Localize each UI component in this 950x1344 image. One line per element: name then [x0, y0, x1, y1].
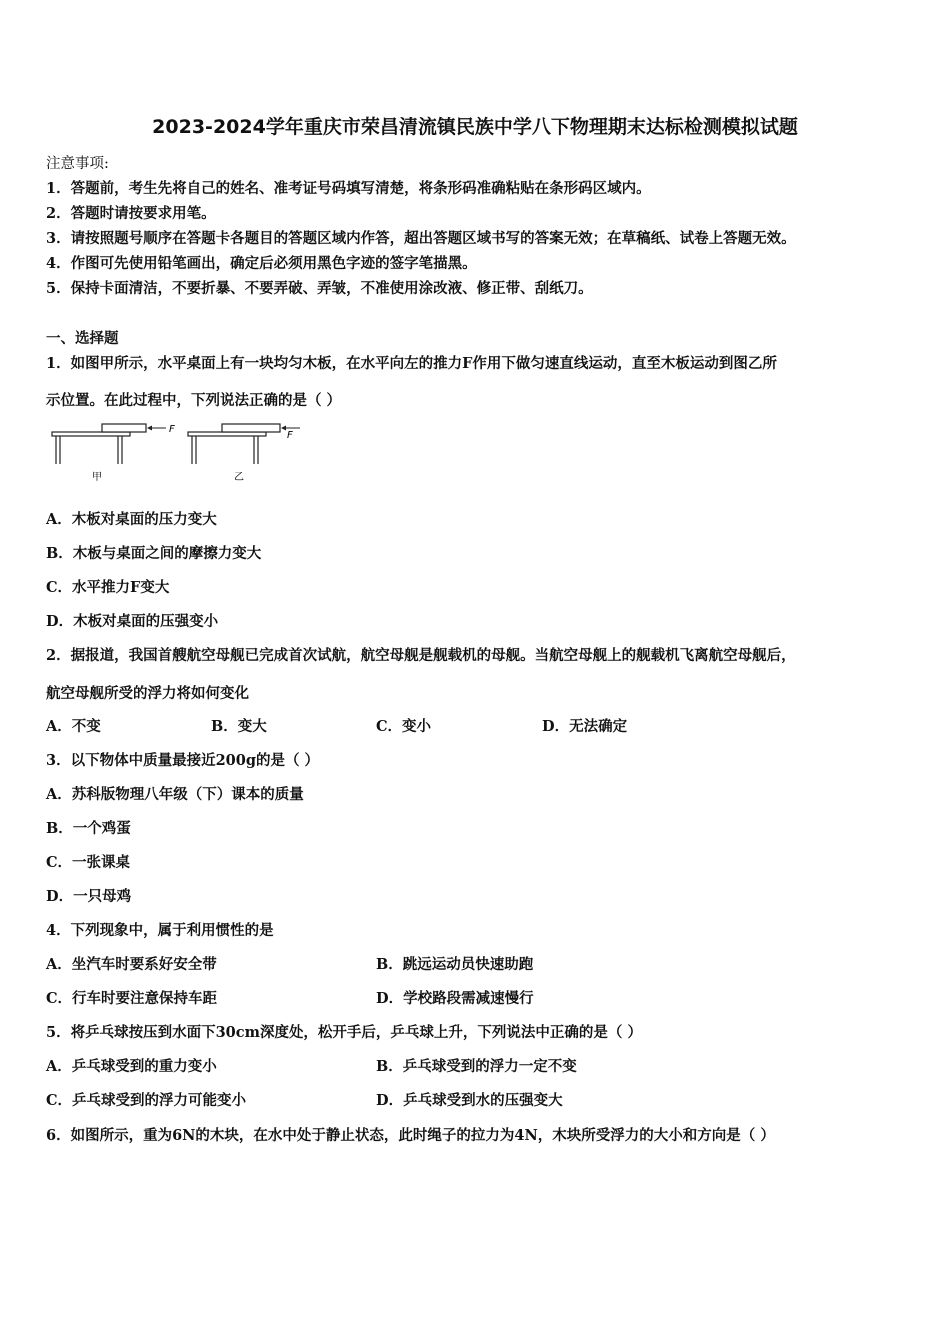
notice-item: 5．保持卡面清洁，不要折暴、不要弄破、弄皱，不准使用涂改液、修正带、刮纸刀。: [46, 280, 593, 297]
q1-option-d: D．木板对桌面的压强变小: [46, 613, 219, 630]
question-4-text: 4．下列现象中，属于利用惯性的是: [46, 922, 274, 939]
q2-option-b: B．变大: [211, 718, 267, 735]
question-1-text: 1．如图甲所示，水平桌面上有一块均匀木板，在水平向左的推力F作用下做匀速直线运动，直至木板运动到图乙所: [46, 355, 777, 372]
question-2-text-cont: 航空母舰所受的浮力将如何变化: [46, 685, 249, 702]
q2-option-a: A．不变: [46, 718, 101, 735]
notice-item: 4．作图可先使用铅笔画出，确定后必须用黑色字迹的签字笔描黑。: [46, 255, 477, 272]
q5-option-c: C．乒乓球受到的浮力可能变小: [46, 1092, 247, 1109]
question-2-text: 2．据报道，我国首艘航空母舰已完成首次试航，航空母舰是舰载机的母舰。当航空母舰上的舰载机飞离航空母舰后，: [46, 647, 796, 664]
notice-heading: 注意事项:: [46, 156, 109, 172]
notice-item: 3．请按照题号顺序在答题卡各题目的答题区域内作答，超出答题区域书写的答案无效；在草稿纸、试卷上答题无效。: [46, 230, 796, 247]
q4-option-a: A．坐汽车时要系好安全带: [46, 956, 217, 973]
q1-option-c: C．水平推力F变大: [46, 579, 170, 596]
notice-item: 1．答题前，考生先将自己的姓名、准考证号码填写清楚，将条形码准确粘贴在条形码区域内。: [46, 180, 651, 197]
q3-option-a: A．苏科版物理八年级（下）课本的质量: [46, 786, 304, 803]
figure-label-b: 乙: [234, 472, 244, 483]
q3-option-c: C．一张课桌: [46, 854, 131, 871]
q5-option-a: A．乒乓球受到的重力变小: [46, 1058, 217, 1075]
force-label-b: F: [287, 430, 293, 441]
question-1-figure: [46, 418, 306, 488]
question-5-text: 5．将乒乓球按压到水面下30cm深度处，松开手后，乒乓球上升，下列说法中正确的是（ ）: [46, 1024, 642, 1041]
table-figure-a: [52, 424, 175, 483]
q5-option-b: B．乒乓球受到的浮力一定不变: [376, 1058, 577, 1075]
q5-option-d: D．乒乓球受到水的压强变大: [376, 1092, 563, 1109]
notice-item: 2．答题时请按要求用笔。: [46, 205, 216, 222]
board-b: [222, 424, 280, 432]
q2-option-d: D．无法确定: [542, 718, 628, 735]
q3-option-d: D．一只母鸡: [46, 888, 132, 905]
q4-option-c: C．行车时要注意保持车距: [46, 990, 218, 1007]
figure-label-a: 甲: [92, 472, 102, 483]
q4-option-d: D．学校路段需减速慢行: [376, 990, 534, 1007]
table-figure-b: [188, 424, 300, 483]
section-heading: 一、选择题: [46, 330, 119, 347]
board-a: [102, 424, 146, 432]
q1-option-a: A．木板对桌面的压力变大: [46, 511, 217, 528]
q3-option-b: B．一个鸡蛋: [46, 820, 131, 837]
q2-option-c: C．变小: [376, 718, 432, 735]
q4-option-b: B．跳远运动员快速助跑: [376, 956, 534, 973]
force-label-a: F: [169, 424, 175, 435]
q1-option-b: B．木板与桌面之间的摩擦力变大: [46, 545, 262, 562]
page-title: 2023-2024学年重庆市荣昌清流镇民族中学八下物理期末达标检测模拟试题: [152, 116, 798, 138]
question-1-text-cont: 示位置。在此过程中，下列说法正确的是（ ）: [46, 392, 342, 409]
question-6-text: 6．如图所示，重为6N的木块，在水中处于静止状态，此时绳子的拉力为4N，木块所受浮力的大小和方向是（ ）: [46, 1127, 775, 1144]
question-3-text: 3．以下物体中质量最接近200g的是（ ）: [46, 752, 320, 769]
